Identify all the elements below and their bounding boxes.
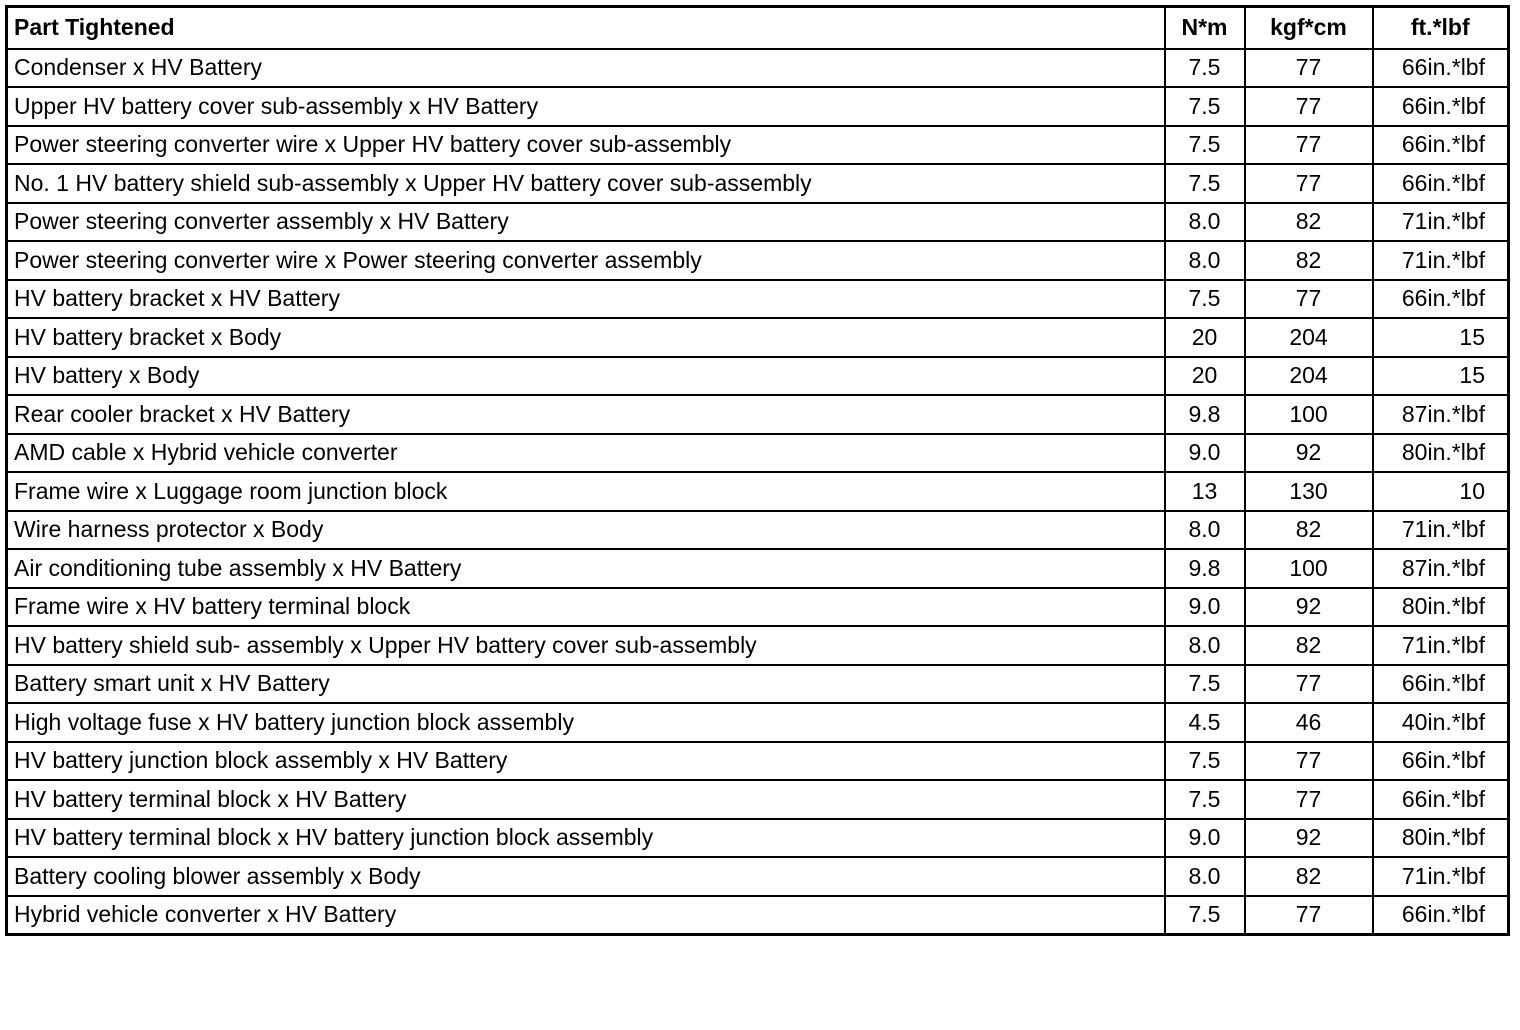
table-row: [7, 626, 1509, 665]
cell-ft-lbf: 80in.*lbf: [1373, 588, 1509, 627]
cell-kgf-cm: 77: [1245, 665, 1373, 704]
table-row: [7, 857, 1509, 896]
cell-ft-lbf: 71in.*lbf: [1373, 203, 1509, 242]
cell-ft-lbf: 66in.*lbf: [1373, 280, 1509, 319]
cell-kgf-cm: 204: [1245, 357, 1373, 396]
cell-newton-meter: 8.0: [1165, 511, 1245, 550]
cell-kgf-cm: 82: [1245, 857, 1373, 896]
cell-newton-meter: 4.5: [1165, 703, 1245, 742]
table-header: [7, 7, 1509, 49]
cell-part-tightened: Frame wire x HV battery terminal block: [7, 588, 1165, 627]
cell-part-tightened: Upper HV battery cover sub-assembly x HV Battery: [7, 87, 1165, 126]
cell-kgf-cm: 92: [1245, 434, 1373, 473]
table-row: [7, 318, 1509, 357]
cell-part-tightened: HV battery terminal block x HV Battery: [7, 780, 1165, 819]
cell-ft-lbf: 71in.*lbf: [1373, 857, 1509, 896]
cell-ft-lbf: 71in.*lbf: [1373, 241, 1509, 280]
cell-ft-lbf: 66in.*lbf: [1373, 49, 1509, 88]
cell-part-tightened: Condenser x HV Battery: [7, 49, 1165, 88]
cell-kgf-cm: 82: [1245, 511, 1373, 550]
table-row: [7, 164, 1509, 203]
header-kgf-cm: kgf*cm: [1245, 7, 1373, 49]
cell-newton-meter: 7.5: [1165, 896, 1245, 935]
cell-kgf-cm: 46: [1245, 703, 1373, 742]
table-row: [7, 87, 1509, 126]
cell-part-tightened: HV battery terminal block x HV battery junction block assembly: [7, 819, 1165, 858]
cell-part-tightened: No. 1 HV battery shield sub-assembly x Upper HV battery cover sub-assembly: [7, 164, 1165, 203]
table-row: [7, 280, 1509, 319]
cell-kgf-cm: 82: [1245, 203, 1373, 242]
table-row: [7, 126, 1509, 165]
cell-kgf-cm: 77: [1245, 742, 1373, 781]
cell-kgf-cm: 204: [1245, 318, 1373, 357]
cell-newton-meter: 9.8: [1165, 549, 1245, 588]
cell-newton-meter: 8.0: [1165, 857, 1245, 896]
torque-spec-table: [5, 5, 1510, 936]
cell-part-tightened: HV battery junction block assembly x HV Battery: [7, 742, 1165, 781]
cell-part-tightened: Power steering converter wire x Power steering converter assembly: [7, 241, 1165, 280]
cell-ft-lbf: 66in.*lbf: [1373, 164, 1509, 203]
cell-ft-lbf: 10: [1373, 472, 1509, 511]
table-row: [7, 742, 1509, 781]
table-row: [7, 49, 1509, 88]
cell-kgf-cm: 130: [1245, 472, 1373, 511]
cell-ft-lbf: 66in.*lbf: [1373, 780, 1509, 819]
cell-part-tightened: High voltage fuse x HV battery junction block assembly: [7, 703, 1165, 742]
cell-newton-meter: 7.5: [1165, 280, 1245, 319]
cell-part-tightened: AMD cable x Hybrid vehicle converter: [7, 434, 1165, 473]
cell-kgf-cm: 77: [1245, 49, 1373, 88]
cell-newton-meter: 8.0: [1165, 203, 1245, 242]
cell-newton-meter: 9.0: [1165, 588, 1245, 627]
cell-newton-meter: 9.0: [1165, 819, 1245, 858]
cell-part-tightened: HV battery bracket x HV Battery: [7, 280, 1165, 319]
cell-ft-lbf: 71in.*lbf: [1373, 626, 1509, 665]
cell-part-tightened: Hybrid vehicle converter x HV Battery: [7, 896, 1165, 935]
cell-ft-lbf: 71in.*lbf: [1373, 511, 1509, 550]
table-row: [7, 395, 1509, 434]
table-row: [7, 434, 1509, 473]
table-row: [7, 241, 1509, 280]
cell-part-tightened: Power steering converter wire x Upper HV battery cover sub-assembly: [7, 126, 1165, 165]
cell-ft-lbf: 40in.*lbf: [1373, 703, 1509, 742]
cell-kgf-cm: 77: [1245, 896, 1373, 935]
cell-newton-meter: 7.5: [1165, 742, 1245, 781]
cell-newton-meter: 7.5: [1165, 164, 1245, 203]
cell-part-tightened: Wire harness protector x Body: [7, 511, 1165, 550]
header-part-tightened: Part Tightened: [7, 7, 1165, 49]
cell-newton-meter: 7.5: [1165, 87, 1245, 126]
header-newton-meter: N*m: [1165, 7, 1245, 49]
cell-ft-lbf: 80in.*lbf: [1373, 819, 1509, 858]
table-row: [7, 896, 1509, 935]
cell-part-tightened: Power steering converter assembly x HV Battery: [7, 203, 1165, 242]
cell-ft-lbf: 15: [1373, 357, 1509, 396]
table-row: [7, 203, 1509, 242]
cell-newton-meter: 7.5: [1165, 780, 1245, 819]
cell-kgf-cm: 77: [1245, 164, 1373, 203]
cell-part-tightened: Rear cooler bracket x HV Battery: [7, 395, 1165, 434]
cell-kgf-cm: 92: [1245, 588, 1373, 627]
cell-newton-meter: 7.5: [1165, 49, 1245, 88]
cell-ft-lbf: 87in.*lbf: [1373, 549, 1509, 588]
table-row: [7, 549, 1509, 588]
table-row: [7, 511, 1509, 550]
cell-part-tightened: HV battery bracket x Body: [7, 318, 1165, 357]
cell-ft-lbf: 66in.*lbf: [1373, 896, 1509, 935]
cell-kgf-cm: 100: [1245, 395, 1373, 434]
table-body: [7, 49, 1509, 935]
cell-part-tightened: HV battery x Body: [7, 357, 1165, 396]
cell-newton-meter: 20: [1165, 318, 1245, 357]
cell-kgf-cm: 77: [1245, 780, 1373, 819]
cell-ft-lbf: 80in.*lbf: [1373, 434, 1509, 473]
cell-newton-meter: 7.5: [1165, 126, 1245, 165]
cell-kgf-cm: 77: [1245, 87, 1373, 126]
cell-part-tightened: Battery smart unit x HV Battery: [7, 665, 1165, 704]
cell-kgf-cm: 82: [1245, 626, 1373, 665]
table-row: [7, 703, 1509, 742]
table-row: [7, 819, 1509, 858]
cell-newton-meter: 20: [1165, 357, 1245, 396]
table-row: [7, 472, 1509, 511]
table-row: [7, 665, 1509, 704]
cell-part-tightened: Air conditioning tube assembly x HV Battery: [7, 549, 1165, 588]
cell-kgf-cm: 77: [1245, 280, 1373, 319]
cell-kgf-cm: 82: [1245, 241, 1373, 280]
cell-part-tightened: HV battery shield sub- assembly x Upper HV battery cover sub-assembly: [7, 626, 1165, 665]
cell-part-tightened: Battery cooling blower assembly x Body: [7, 857, 1165, 896]
cell-ft-lbf: 66in.*lbf: [1373, 87, 1509, 126]
header-ft-lbf: ft.*lbf: [1373, 7, 1509, 49]
table-row: [7, 588, 1509, 627]
cell-newton-meter: 9.8: [1165, 395, 1245, 434]
cell-newton-meter: 9.0: [1165, 434, 1245, 473]
table-row: [7, 357, 1509, 396]
cell-ft-lbf: 66in.*lbf: [1373, 126, 1509, 165]
cell-kgf-cm: 77: [1245, 126, 1373, 165]
cell-ft-lbf: 15: [1373, 318, 1509, 357]
cell-part-tightened: Frame wire x Luggage room junction block: [7, 472, 1165, 511]
cell-newton-meter: 8.0: [1165, 626, 1245, 665]
table-row: [7, 780, 1509, 819]
cell-ft-lbf: 66in.*lbf: [1373, 665, 1509, 704]
cell-newton-meter: 13: [1165, 472, 1245, 511]
cell-ft-lbf: 66in.*lbf: [1373, 742, 1509, 781]
cell-kgf-cm: 92: [1245, 819, 1373, 858]
header-row: [7, 7, 1509, 49]
cell-newton-meter: 7.5: [1165, 665, 1245, 704]
cell-kgf-cm: 100: [1245, 549, 1373, 588]
cell-newton-meter: 8.0: [1165, 241, 1245, 280]
cell-ft-lbf: 87in.*lbf: [1373, 395, 1509, 434]
